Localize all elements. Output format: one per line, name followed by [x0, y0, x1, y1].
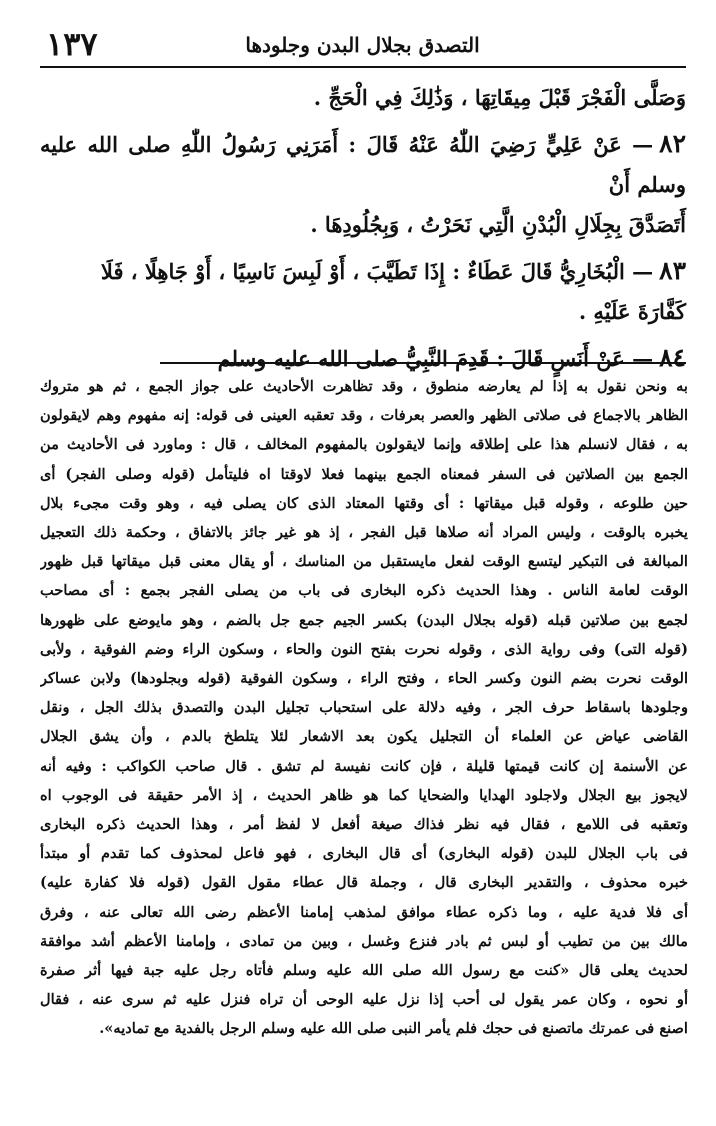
- page-number: ١٣٧: [46, 25, 98, 63]
- hadith-section: [40, 78, 686, 379]
- hadith-82-line-1: — عَنْ عَلِيٍّ رَضِيَ اللّٰهُ عَنْهُ قَالَ : أَمَرَنِي رَسُولُ اللّٰهِ صلى الله عليه وسلم أَنْ: [40, 132, 686, 197]
- commentary-separator-rule: [160, 362, 686, 364]
- commentary-line: (قوله التى) وفى رواية الذى ، وقوله نحرت بفتح النون والحاء ، وسكون الراء وضم الفوقية ، ولأبى: [40, 640, 688, 658]
- commentary-line: حين طلوعه ، وقوله قبل ميقاتها : أى وقتها المعتاد الذى كان يصلى فيه ، وهو وقت مجىء بلال: [40, 494, 688, 512]
- page-header: [40, 25, 685, 64]
- hadith-84-number: ٨٤: [659, 343, 686, 372]
- commentary-line: يخبره بالوقت ، وليس المراد أنه صلاها قبل الفجر ، إذ هو غير جائز بالاتفاق ، وحكمة ذلك التعجيل: [40, 524, 688, 542]
- commentary-line: أو نحوه ، وكان عمر يقول لى أحب إذا نزل عليه الوحى أن تراه فنزل عليه ثم سرى عنه ، فقال: [40, 991, 688, 1009]
- commentary-line: أى فلا فدية عليه ، وما ذكره عطاء موافق لمذهب إمامنا الأعظم رضى الله تعالى عنه ، وفرق: [40, 903, 688, 921]
- commentary-line: الوقت لعامة الناس . وهذا الحديث ذكره البخارى فى باب من يصلى الفجر بجمع : أى مصاحب: [40, 582, 688, 600]
- commentary-line: الوقت نحرت بضم النون وكسر الحاء ، وفتح الراء ، وسكون الفوقية (قوله وبجلودها) ولابن عساكر: [40, 670, 688, 688]
- commentary-line: خبره محذوف ، والتقدير البخارى قال ، وجملة قال عطاء مقول القول (قوله فلا كفارة عليه): [40, 874, 688, 892]
- commentary-section: [40, 372, 688, 1044]
- hadith-83-number: ٨٣: [659, 256, 686, 285]
- commentary-line: الظاهر بالاجماع فى صلاتى الظهر والعصر بعرفات ، وقد تعقبه العينى فى قوله: إنه مفهوم وهم لايقولون: [40, 407, 688, 425]
- hadith-82: [40, 124, 686, 205]
- commentary-line: المبالغة فى التبكير ليتسع الوقت لفعل مايستقبل من المناسك ، أو يقال معنى قبل ميقاتها قبل ظهور: [40, 553, 688, 571]
- hadith-83-line-2: كَفَّارَةَ عَلَيْهِ .: [578, 299, 686, 324]
- hadith-83-line-1: — الْبُخَارِيُّ قَالَ عَطَاءٌ : إِذَا تَطَيَّبَ ، أَوْ لَبِسَ نَاسِيًا ، أَوْ جَاهِلًا ، فَلَا: [100, 259, 654, 284]
- commentary-line: لايجوز بيع الجلال ولاجلود الهدايا والضحايا كما هو ظاهر الحديث ، إذ الأمر حقيقة فى الوجوب اه: [40, 786, 688, 804]
- hadith-82-line-2: أَتَصَدَّقَ بِجِلَالِ الْبُدْنِ الَّتِي نَحَرْتُ ، وَبِجُلُودِهَا .: [310, 212, 686, 237]
- commentary-line: به ونحن نقول به إذا لم يعارضه منطوق ، وقد تظاهرت الأحاديث على جواز الجمع ، ثم هو متروك: [40, 378, 688, 395]
- running-title: التصدق بجلال البدن وجلودها: [245, 33, 480, 57]
- header-rule: [40, 66, 686, 68]
- hadith-81-ending: وَصَلَّى الْفَجْرَ قَبْلَ مِيقَاتِهَا ، وَذَٰلِكَ فِي الْحَجِّ .: [313, 85, 686, 110]
- hadith-83: [40, 251, 686, 292]
- commentary-line: لحديث يعلى قال «كنت مع رسول الله صلى الله عليه وسلم فأتاه رجل عليه جبة فيها أثر صفرة: [40, 962, 688, 980]
- commentary-line: الجمع بين الصلاتين فى السفر فمعناه الجمع بينهما فعلا لاوقتا اه فليتأمل (قوله وصلى الفجر) أى: [40, 465, 688, 483]
- commentary-line: وتعقبه فى اللامع ، فقال فيه نظر فذاك صيغة أفعل لا لفظ أمر ، وهذا الحديث ذكره البخارى: [40, 816, 688, 834]
- commentary-line: فى باب الجلال للبدن (قوله البخارى) أى قال البخارى ، فهو فاعل لمحذوف كما تقدم أو مبتدأ: [40, 845, 688, 863]
- commentary-line: لجمع بين صلاتين قبله (قوله بجلال البدن) بكسر الجيم جمع جل بالضم ، وهو مايوضع على ظهورها: [40, 611, 688, 629]
- commentary-line: عن الأسنمة إن كانت قيمتها قليلة ، فإن كانت نفيسة لم تشق . قال صاحب الكواكب : وفيه أنه: [40, 757, 688, 775]
- hadith-84-line-1: — عَنْ أَنَسٍ قَالَ : قَدِمَ النَّبِيُّ صلى الله عليه وسلم: [217, 346, 654, 371]
- commentary-line: مالك بين من تطيب أو لبس ثم بادر فنزع وغسل ، وبين من تمادى ، وإمامنا الأعظم أشد موافقة: [40, 932, 688, 950]
- commentary-line: القاضى عياض عن العلماء أن التجليل يكون بعد الاشعار لئلا يتلطخ بالدم ، وأن يشق الجلال: [40, 728, 688, 746]
- commentary-line: به ، فقال لانسلم هذا على إطلاقه وإنما لايقولون بالمفهوم المخالف ، قال : وماورد فى الأحاديث من: [40, 436, 688, 454]
- commentary-line: وجلودها باسقاط حرف الجر ، وفيه دلالة على استحباب تجليل البدن والتصدق بذلك الجل ، ونقل: [40, 699, 688, 717]
- hadith-82-number: ٨٢: [659, 129, 686, 158]
- commentary-line: اصنع فى عمرتك ماتصنع فى حجك فلم يأمر النبى صلى الله عليه وسلم الرجل بالفدية مع تماديه».: [99, 1020, 688, 1038]
